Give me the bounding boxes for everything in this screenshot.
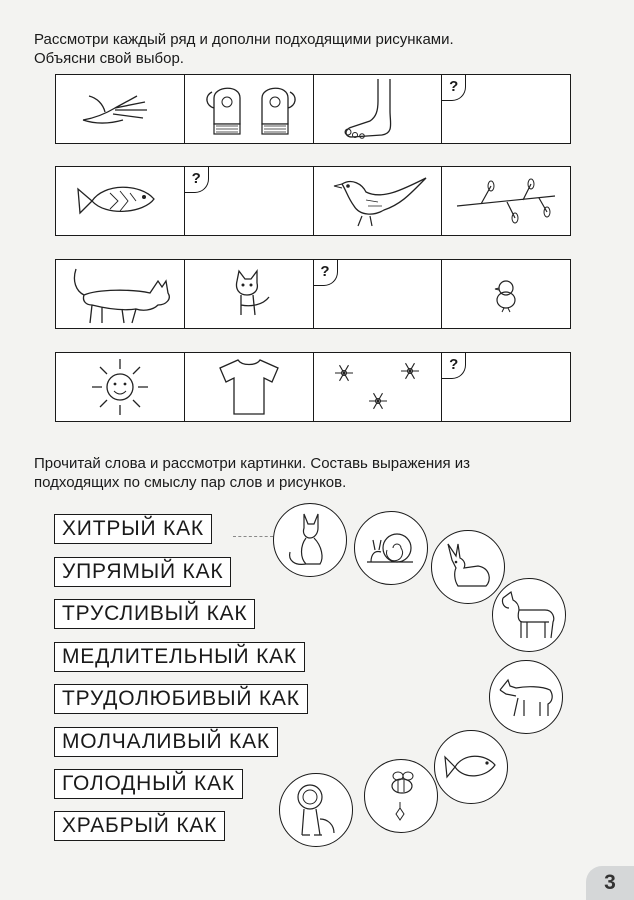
hand-icon [75, 84, 165, 134]
row3-cell-kitten [185, 260, 314, 328]
row2-cell-fish [56, 167, 185, 235]
question-mark-badge: ? [442, 353, 466, 379]
question-mark-badge: ? [442, 75, 466, 101]
branch-icon [451, 176, 561, 226]
word-box-5[interactable]: ТРУДОЛЮБИВЫЙ КАК [54, 684, 308, 714]
fox-icon [280, 508, 340, 572]
picture-row-2 [55, 166, 571, 236]
row4-cell-snowflakes [314, 353, 443, 421]
row3-cell-missing[interactable] [314, 260, 443, 328]
row4-cell-tshirt [185, 353, 314, 421]
circle-hare[interactable] [431, 530, 505, 604]
donkey-icon [497, 588, 561, 642]
picture-row-3 [55, 259, 571, 329]
connector-dotted-line [233, 536, 273, 537]
hare-icon [438, 540, 498, 594]
row4-cell-missing[interactable] [442, 353, 570, 421]
row3-cell-chick [442, 260, 570, 328]
word-box-3[interactable]: ТРУСЛИВЫЙ КАК [54, 599, 255, 629]
picture-row-4 [55, 352, 571, 422]
question-mark-badge: ? [185, 167, 209, 193]
bird-icon [322, 170, 432, 232]
circle-fox[interactable] [273, 503, 347, 577]
circle-lion[interactable] [279, 773, 353, 847]
word-box-6[interactable]: МОЛЧАЛИВЫЙ КАК [54, 727, 278, 757]
snail-icon [361, 524, 421, 572]
circle-snail[interactable] [354, 511, 428, 585]
lion-icon [288, 779, 344, 841]
word-box-1[interactable]: ХИТРЫЙ КАК [54, 514, 212, 544]
chick-icon [486, 274, 526, 314]
foot-icon [332, 77, 422, 141]
task1-instruction-line1: Рассмотри каждый ряд и дополни подходящими рисунками. [34, 31, 454, 48]
sun-icon [85, 355, 155, 419]
picture-row-1 [55, 74, 571, 144]
cat-icon [62, 261, 178, 327]
row1-cell-foot [314, 75, 443, 143]
word-box-7[interactable]: ГОЛОДНЫЙ КАК [54, 769, 243, 799]
snowflakes-icon [322, 355, 432, 419]
row4-cell-sun [56, 353, 185, 421]
row3-cell-cat [56, 260, 185, 328]
word-box-8[interactable]: ХРАБРЫЙ КАК [54, 811, 225, 841]
mittens-icon [194, 78, 304, 140]
row2-cell-branch [442, 167, 570, 235]
row1-cell-mittens [185, 75, 314, 143]
circle-fish[interactable] [434, 730, 508, 804]
page-number: 3 [586, 866, 634, 900]
row2-cell-bird [314, 167, 443, 235]
word-box-4[interactable]: МЕДЛИТЕЛЬНЫЙ КАК [54, 642, 305, 672]
row1-cell-hand [56, 75, 185, 143]
question-mark-badge: ? [314, 260, 338, 286]
circle-donkey[interactable] [492, 578, 566, 652]
word-box-2[interactable]: УПРЯМЫЙ КАК [54, 557, 231, 587]
circle-wolf[interactable] [489, 660, 563, 734]
row2-cell-missing[interactable] [185, 167, 314, 235]
task1-instruction-line2: Объясни свой выбор. [34, 50, 184, 67]
fish-icon [70, 175, 170, 227]
kitten-icon [219, 267, 279, 321]
fish-icon [441, 747, 501, 787]
circle-bee[interactable] [364, 759, 438, 833]
task2-instruction-line2: подходящих по смыслу пар слов и рисунков. [34, 474, 347, 491]
wolf-icon [494, 672, 558, 722]
bee-icon [376, 766, 426, 826]
tshirt-icon [214, 356, 284, 418]
task2-instruction-line1: Прочитай слова и рассмотри картинки. Составь выражения из [34, 455, 471, 472]
row1-cell-missing[interactable] [442, 75, 570, 143]
